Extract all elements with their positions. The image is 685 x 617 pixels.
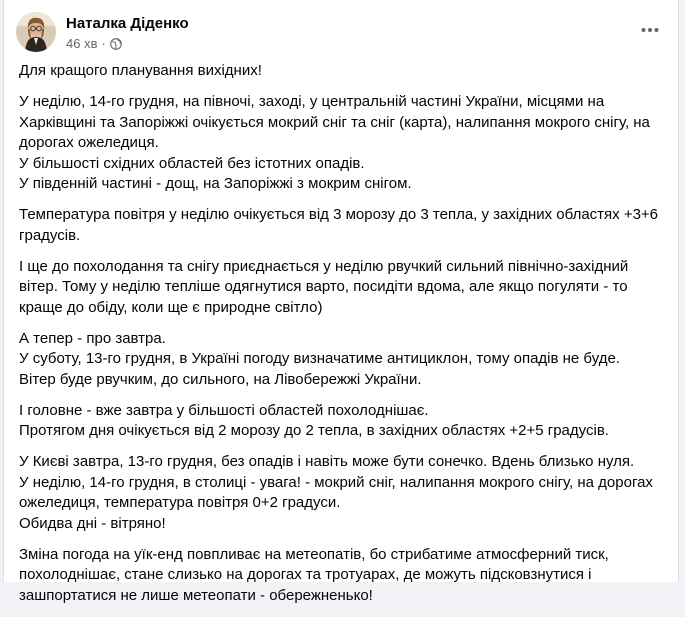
post-meta (66, 36, 122, 51)
post-time[interactable]: 46 хв (66, 36, 98, 51)
post-paragraph (19, 401, 666, 442)
post-paragraph (19, 61, 666, 82)
post-line: У суботу, 13-го грудня, в Україні погоду визначатиме антициклон, тому опадів не буде. (19, 350, 620, 367)
post-text (19, 61, 666, 617)
post-card (3, 0, 679, 604)
globe-icon[interactable] (110, 38, 122, 50)
post-paragraph (19, 545, 666, 607)
post-line: Для кращого планування вихідних! (19, 62, 262, 79)
avatar-image (16, 12, 56, 52)
avatar[interactable] (16, 12, 56, 52)
post-paragraph (19, 92, 666, 195)
post-line: У більшості східних областей без істотних опадів. (19, 154, 365, 172)
post-line: І ще до похолодання та снігу приєднається у неділю рвучкий сильний північно-західний вітер. Тому у неділю тепліше одягнутися варто, посидіти вдома, але якщо погуляти - то краще до обіду, коли ще є природне світло) (19, 257, 629, 316)
meta-separator: · (101, 36, 106, 51)
post-paragraph (19, 329, 666, 391)
post-line: У неділю, 14-го грудня, в столиці - увага! - мокрий сніг, налипання мокрого снігу, на дорогах ожеледиця, температура повітря 0+2 градуси. (19, 473, 653, 511)
post-line: У неділю, 14-го грудня, на півночі, заході, у центральній частині України, місцями на Харківщині та Запоріжжі очікується мокрий сніг та сніг (карта), налипання мокрого снігу, на дорогах ожеледиця. (19, 93, 650, 151)
post-line: У Києві завтра, 13-го грудня, без опадів і навіть може бути сонечко. Вдень близько нуля. (19, 453, 635, 470)
post-header (16, 12, 666, 56)
post-line: І головне - вже завтра у більшості областей похолоднішає. (19, 401, 429, 419)
post-line: А тепер - про завтра. (19, 329, 166, 347)
post-line: Зміна погода на уїк-енд повпливає на метеопатів, бо стрибатиме атмосферний тиск, похолоднішає, стане слизько на дорогах та тротуарах, де можуть підсковзнутися і зашпортатися не лише метеопати - обережненько! (19, 545, 609, 604)
more-options-button[interactable] (634, 18, 666, 42)
post-paragraph (19, 257, 666, 319)
post-line: Температура повітря у неділю очікується від 3 морозу до 3 тепла, у західних областях +3+6 градусів. (19, 206, 659, 244)
post-paragraph (19, 452, 666, 534)
post-paragraph (19, 205, 666, 246)
post-line: Вітер буде рвучким, до сильного, на Лівобережжі України. (19, 370, 422, 388)
post-line: Протягом дня очікується від 2 морозу до 2 тепла, в західних областях +2+5 градусів. (19, 422, 609, 439)
post-line: Обидва дні - вітряно! (19, 514, 166, 532)
author-name[interactable]: Наталка Діденко (66, 15, 189, 32)
post-line: У південній частині - дощ, на Запоріжжі з мокрим снігом. (19, 175, 412, 192)
more-dots-icon (640, 27, 660, 33)
